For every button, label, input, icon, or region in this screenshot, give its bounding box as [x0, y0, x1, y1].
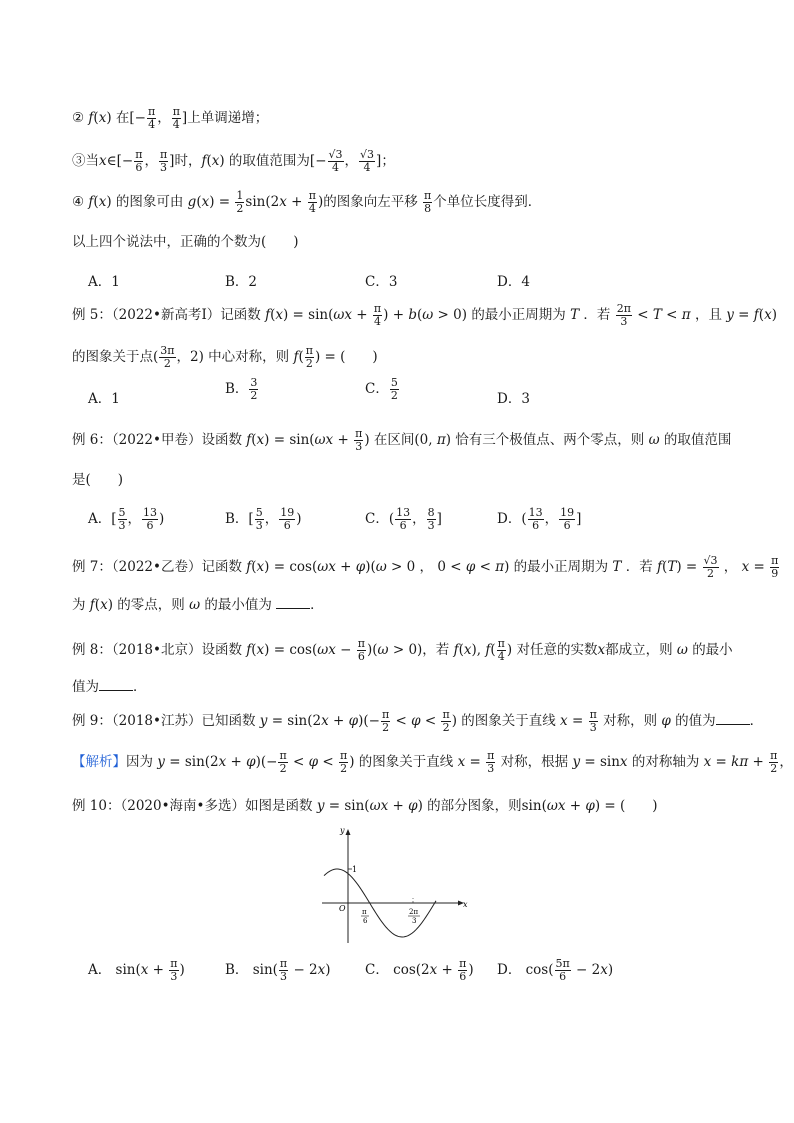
analysis-tag: 【解析】 [72, 754, 126, 770]
answer-blank[interactable] [716, 712, 750, 725]
answer-blank[interactable] [99, 678, 133, 691]
option-b[interactable]: B．2 [225, 274, 258, 290]
example-9: 例 9：（2018•江苏）已知函数 y = sin(2x + φ)(− $\frac{\pi}{2}$ < φ < $\frac{\pi}{2}$ ) 的图象关于直线 x = $\frac{\pi}{3}$ 对称，则 φ 的值为 ． [72, 708, 764, 734]
example-7-line-1: 例 7：（2022•乙卷）记函数 f(x) = cos(ωx + φ)(ω > 0 ， 0 < φ < π) 的最小正周期为 T ．若 f(T) = $\frac{√3}{2}$ ， x = $\frac{\pi}{9}$ [72, 554, 779, 580]
example-8-line-2: 值为 ． [72, 679, 147, 695]
option-a[interactable]: A．1 [88, 274, 120, 290]
statement-4: ④ f(x) 的图象可由 g(x) = $\frac{1}{2}$ sin(2x + $\frac{\pi}{4}$ )的图象向左平移 $\frac{\pi}{8}$ 个单位长度得到． [72, 189, 542, 215]
option-a[interactable]: A． sin(x + $\frac{\pi}{3}$ ) [88, 957, 185, 983]
tick-2pi3-num: 2π [409, 908, 419, 916]
statement-2: ② f(x) 在[− $\frac{\pi}{4}$ ， $\frac{\pi}{4}$ ]上单调递增； [72, 105, 269, 131]
example-10: 例 10：（2020•海南•多选）如图是函数 y = sin(ωx + φ) 的部分图象，则sin(ωx + φ) = ( ) [72, 798, 658, 814]
option-b[interactable]: B． sin( $\frac{\pi}{3}$ − 2x) [225, 957, 331, 983]
option-a[interactable]: A．[ $\frac{5}{3}$ ， $\frac{13}{6}$ ) [88, 506, 165, 532]
answer-blank[interactable] [276, 596, 310, 609]
option-d[interactable]: D．3 [497, 391, 530, 407]
tick-2pi3-den: 3 [412, 917, 417, 925]
example-7-line-2: 为 f(x) 的零点，则 ω 的最小值为 ． [72, 597, 324, 613]
example-5-line-2: 的图象关于点( $\frac{3\pi}{2}$ ，2) 中心对称，则 f( $\frac{\pi}{2}$ ) = ( ) [72, 344, 378, 370]
option-c[interactable]: C． $\frac{5}{2}$ [365, 376, 398, 402]
y-axis-label: y [340, 826, 345, 835]
question-4-ask: 以上四个说法中，正确的个数为( ) [72, 234, 299, 250]
x-axis-label: x [463, 900, 468, 909]
option-c[interactable]: C．( $\frac{13}{6}$ ， $\frac{8}{3}$ ] [365, 506, 442, 532]
example-8-line-1: 例 8：（2018•北京）设函数 f(x) = cos(ωx − $\frac{\pi}{6}$ )(ω > 0)，若 f(x), f( $\frac{\pi}{4}$ ) 对任意的实数x都成立，则 ω 的最小 [72, 637, 733, 663]
option-b[interactable]: B．[ $\frac{5}{3}$ ， $\frac{19}{6}$ ) [225, 506, 302, 532]
example-6-line-1: 例 6：（2022•甲卷）设函数 f(x) = sin(ωx + $\frac{\pi}{3}$ ) 在区间(0, π) 恰有三个极值点、两个零点，则 ω 的取值范围 [72, 427, 732, 453]
option-d[interactable]: D．4 [497, 274, 530, 290]
tick-one-label: 1 [352, 865, 358, 874]
option-b[interactable]: B． $\frac{3}{2}$ [225, 376, 258, 402]
option-d[interactable]: D．( $\frac{13}{6}$ ， $\frac{19}{6}$ ] [497, 506, 582, 532]
analysis: 【解析】因为 y = sin(2x + φ)(− $\frac{\pi}{2}$ < φ < $\frac{\pi}{2}$ ) 的图象关于直线 x = $\frac{\pi}{3}$ 对称，根据 y = sinx 的对称轴为 x = kπ + $\frac{\pi}{2}$ ， [72, 749, 793, 775]
option-d[interactable]: D． cos( $\frac{5\pi}{6}$ − 2x) [497, 957, 614, 983]
option-a[interactable]: A．1 [88, 391, 120, 407]
option-c[interactable]: C．3 [365, 274, 398, 290]
example-6-line-2: 是( ) [72, 472, 124, 488]
y-axis-arrow [346, 829, 351, 835]
option-c[interactable]: C． cos(2x + $\frac{\pi}{6}$ ) [365, 957, 474, 983]
tick-pi6-den: 6 [363, 917, 368, 925]
function-graph [318, 823, 474, 949]
tick-pi6-num: π [362, 908, 367, 916]
example-5-line-1: 例 5：（2022•新高考Ⅰ）记函数 f(x) = sin(ωx + $\frac{\pi}{4}$ ) + b(ω > 0) 的最小正周期为 T ．若 $\frac{2\pi}{3}$ < T < π ，且 y = f(x) [72, 302, 777, 328]
statement-3: ③当x∈[− $\frac{\pi}{6}$ ， $\frac{\pi}{3}$ ]时，f(x) 的取值范围为[− $\frac{√3}{4}$ ， $\frac{√3}{4}$ ]； [72, 148, 395, 174]
origin-label: O [339, 904, 346, 913]
